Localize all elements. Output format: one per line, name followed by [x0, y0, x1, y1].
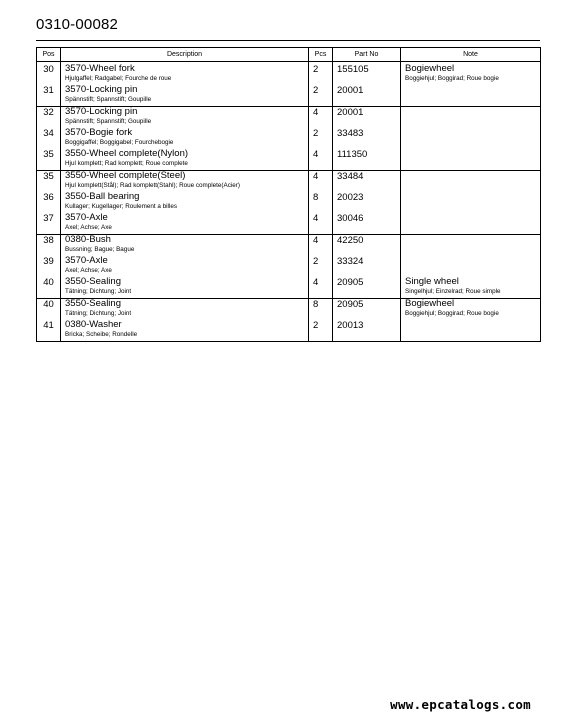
- cell-note: [401, 62, 541, 86]
- cell-description: [61, 320, 309, 342]
- cell-pcs: 8: [309, 299, 333, 321]
- cell-pcs: 2: [309, 256, 333, 277]
- cell-part-no: 20001: [333, 107, 401, 129]
- cell-description: [61, 62, 309, 86]
- table-row: [37, 320, 541, 342]
- part-translations: Spännstift; Spannstift; Goupille: [65, 118, 152, 125]
- page-title: 0310-00082: [36, 16, 119, 33]
- cell-description: [61, 277, 309, 299]
- table-row: [37, 171, 541, 193]
- table-row: [37, 277, 541, 299]
- title-divider: [36, 40, 540, 41]
- cell-pcs: 4: [309, 277, 333, 299]
- table-row: [37, 85, 541, 107]
- cell-pos: 31: [37, 85, 61, 107]
- table-header-row: [37, 48, 541, 62]
- table-row: [37, 149, 541, 171]
- cell-pcs: 2: [309, 62, 333, 86]
- note-text: Bogiewheel: [405, 63, 455, 74]
- cell-pcs: 4: [309, 235, 333, 257]
- part-name: 3570-Axle: [65, 256, 108, 266]
- cell-part-no: 42250: [333, 235, 401, 257]
- cell-pos: 36: [37, 192, 61, 213]
- cell-pos: 35: [37, 171, 61, 193]
- part-translations: Tätning; Dichtung; Joint: [65, 288, 132, 295]
- cell-pos: 38: [37, 235, 61, 257]
- cell-pos: 39: [37, 256, 61, 277]
- cell-pos: 40: [37, 277, 61, 299]
- part-translations: Hjul komplett; Rad komplett; Roue complete: [65, 160, 188, 167]
- cell-pos: 35: [37, 149, 61, 171]
- cell-description: [61, 299, 309, 321]
- part-translations: Hjulgaffel; Radgabel; Fourche de roue: [65, 75, 172, 82]
- part-translations: Bricka; Scheibe; Rondelle: [65, 331, 138, 338]
- table-row: [37, 235, 541, 257]
- cell-description: [61, 171, 309, 193]
- cell-part-no: 33483: [333, 128, 401, 149]
- parts-table: [36, 47, 541, 342]
- cell-pos: 32: [37, 107, 61, 129]
- part-name: 3570-Locking pin: [65, 106, 138, 117]
- cell-description: [61, 213, 309, 235]
- cell-pcs: 2: [309, 85, 333, 107]
- part-translations: Boggigaffel; Boggigabel; Fourchebogie: [65, 139, 174, 146]
- cell-part-no: 20023: [333, 192, 401, 213]
- part-translations: Kullager; Kugellager; Roulement a billes: [65, 203, 178, 210]
- cell-description: [61, 149, 309, 171]
- column-header-pos: Pos: [37, 48, 61, 62]
- cell-pos: 37: [37, 213, 61, 235]
- part-name: 3570-Wheel fork: [65, 63, 135, 74]
- cell-pos: 34: [37, 128, 61, 149]
- part-name: 3550-Sealing: [65, 298, 121, 309]
- cell-note: [401, 277, 541, 299]
- cell-part-no: 20013: [333, 320, 401, 342]
- table-row: [37, 192, 541, 213]
- cell-note: [401, 320, 541, 342]
- part-name: 3550-Sealing: [65, 277, 121, 287]
- table-row: [37, 256, 541, 277]
- cell-description: [61, 235, 309, 257]
- part-name: 3550-Wheel complete(Steel): [65, 170, 186, 181]
- cell-pcs: 4: [309, 149, 333, 171]
- cell-pcs: 2: [309, 128, 333, 149]
- cell-pcs: 4: [309, 107, 333, 129]
- part-name: 3570-Locking pin: [65, 85, 138, 95]
- note-text: Single wheel: [405, 277, 459, 287]
- part-name: 3550-Wheel complete(Nylon): [65, 149, 189, 159]
- part-translations: Tätning; Dichtung; Joint: [65, 310, 132, 317]
- part-name: 3550-Ball bearing: [65, 192, 140, 202]
- cell-pos: 41: [37, 320, 61, 342]
- cell-part-no: 33484: [333, 171, 401, 193]
- cell-description: [61, 128, 309, 149]
- part-translations: Bussning; Bague; Bague: [65, 246, 135, 253]
- cell-note: [401, 256, 541, 277]
- cell-part-no: 111350: [333, 149, 401, 171]
- column-header-note: Note: [401, 48, 541, 62]
- cell-note: [401, 107, 541, 129]
- cell-part-no: 30046: [333, 213, 401, 235]
- column-header-part-no: Part No: [333, 48, 401, 62]
- part-name: 3570-Axle: [65, 213, 108, 223]
- cell-part-no: 20905: [333, 299, 401, 321]
- part-translations: Axel; Achse; Axe: [65, 224, 112, 231]
- cell-description: [61, 85, 309, 107]
- column-header-pcs: Pcs: [309, 48, 333, 62]
- part-translations: Axel; Achse; Axe: [65, 267, 112, 274]
- cell-note: [401, 85, 541, 107]
- cell-part-no: 155105: [333, 62, 401, 86]
- cell-part-no: 20001: [333, 85, 401, 107]
- part-name: 0380-Washer: [65, 320, 122, 330]
- table-row: [37, 62, 541, 86]
- cell-note: [401, 235, 541, 257]
- cell-note: [401, 213, 541, 235]
- website-watermark: www.epcatalogs.com: [390, 697, 531, 712]
- note-translations: Singelhjul; Einzelrad; Roue simple: [405, 288, 501, 295]
- cell-pcs: 4: [309, 213, 333, 235]
- cell-note: [401, 128, 541, 149]
- note-text: Bogiewheel: [405, 298, 455, 309]
- cell-pcs: 4: [309, 171, 333, 193]
- cell-part-no: 33324: [333, 256, 401, 277]
- part-translations: Hjul komplett(Stål); Rad komplett(Stahl); Roue complete(Acier): [65, 182, 240, 189]
- cell-pcs: 8: [309, 192, 333, 213]
- note-translations: Boggiehjul; Boggirad; Roue bogie: [405, 310, 499, 317]
- cell-note: [401, 192, 541, 213]
- cell-pos: 40: [37, 299, 61, 321]
- cell-pos: 30: [37, 62, 61, 86]
- table-row: [37, 128, 541, 149]
- table-row: [37, 213, 541, 235]
- part-name: 3570-Bogie fork: [65, 128, 133, 138]
- cell-note: [401, 171, 541, 193]
- part-name: 0380-Bush: [65, 234, 111, 245]
- part-translations: Spännstift; Spannstift; Goupille: [65, 96, 152, 103]
- column-header-description: Description: [61, 48, 309, 62]
- cell-note: [401, 299, 541, 321]
- table-row: [37, 107, 541, 129]
- cell-part-no: 20905: [333, 277, 401, 299]
- cell-description: [61, 192, 309, 213]
- note-translations: Boggiehjul; Boggirad; Roue bogie: [405, 75, 499, 82]
- cell-pcs: 2: [309, 320, 333, 342]
- table-row: [37, 299, 541, 321]
- cell-description: [61, 107, 309, 129]
- cell-note: [401, 149, 541, 171]
- cell-description: [61, 256, 309, 277]
